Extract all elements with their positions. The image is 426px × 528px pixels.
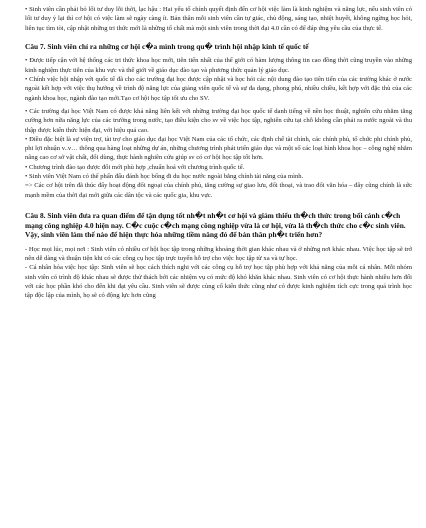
q8-point-1: - Học mọi lúc, mọi nơi : Sinh viên có nhiều cơ hội học tập trong những khoảng thời gian khác nhau và ở những nơi khác nhau. Việc học tập sẽ trở nên dễ dàng và thuận tiện khi có các công cụ học tập trực tuyến hỗ trợ cho việc học tập từ xa và tự học. <box>25 245 412 263</box>
q7-bullet-1: • Được tiếp cận với hệ thống các tri thức khoa học mới, tiên tiến nhất của thế giới có hàm lượng thông tin cao đồng thời cũng truyền vào những kinh nghiệm thực tiễn của khu vực và thế giới về giáo dục đào tạo và phương thức quản lý giáo dục. <box>25 57 412 74</box>
q8-point-2: - Cá nhân hóa việc học tập: Sinh viên sẽ học cách thích nghi với các công cụ hỗ trợ học tập phù hợp với khả năng của mỗi cá nhân. Mỗi nhóm sinh viên có trình độ khác nhau sẽ được thử thách bởi các nhiệm vụ có mức độ khó khăn khác nhau. Sinh viên có cơ hội thực hành nhiều hơn đối với các học phần khó cho đến khi đạt yêu cầu. Sinh viên sẽ được củng cố kiến thức cũng như có được kinh nghiệm tích cực trong quá trình học tập độc lập của mình, họ sẽ có động lực hơn cũng <box>25 264 412 300</box>
q7-bullet-2: • Chính việc hội nhập với quốc tế đã cho các trường đại học được cập nhật và học hỏi các nội dung đào tạo tiên tiến của các trường khác ở nước ngoài kết hợp với việc thụ hưởng về trình độ năng lực của giảng viên quốc tế và sự đa dạng, phong phú, nhiều chiều, kết hợp với đặc thù của các ngành khoa học, ngành đào tạo mới.Tạo cơ hội học tập tối ưu cho SV. <box>25 76 412 102</box>
q7-bullet-5: • Chương trình đào tạo được đổi mới phù hợp ,chuẩn hoá với chương trình quốc tế. <box>25 163 245 171</box>
q7-bullet-3: • Các trường đại học Việt Nam có được khả năng liên kết với những trường đại học quốc tế danh tiếng về nền học thuật, nghiên cứu nhằm tăng cường hơn nữa năng lực của các trường trong nước, tạo điều kiện cho sv về việc học tập, nghiên cứu tại chỗ không cần phải ra nước ngoài và thu thập được kiến thức hiện đại, với hiệu quả cao. <box>25 107 412 134</box>
question-8-heading: Câu 8. Sinh viên đưa ra quan điểm để tận dụng tốt nh�t nh�t cơ hội và giảm thiểu th�ch thức trong bối cảnh c�ch mạng công nghiệp 4.0 hiện nay. C�c cuộc c�ch mạng công nghiệp vừa là cơ hội, vừa là th�ch thức cho c�c sinh viên. Vậy, sinh viên làm thế nào để hiện thực hóa những tiềm năng đó để bản thân ph�t triển hơn? <box>25 210 406 240</box>
question-7-heading: Câu 7. Sinh viên chỉ ra những cơ hội c�a mình trong qu� trình hội nhập kinh tế quốc tế <box>25 41 309 51</box>
q7-conclusion: => Các cơ hội trên đã thúc đẩy hoạt động đổi ngoại của chính phủ, tăng cường sự giao lưu, đổi thoại, và trao đổi văn hóa – đây cũng chính là sức mạnh mềm của thời đại mới giữa các dân tộc và các quốc gia, khu vực. <box>25 182 412 199</box>
q7-bullet-4: • Điều đặc biệt là sự viện trợ, tài trợ cho giáo dục đại học Việt Nam của các tổ chức, các định chế tài chính, các chính phủ, tổ chức phi chính phủ, phi lợi nhuận v..v… thông qua hàng loạt những dự án, những chương trình phát triển giáo dục và một số các loại hình khoa học – công nghệ nhằm nâng cao cơ sở vật chất, đổi dùng, thực hành nghiên cứu giúp sv có cơ hội học tập tốt hơn. <box>25 135 412 162</box>
q7-bullet-6: • Sinh viên Việt Nam có thể phấn đấu đánh học bổng đi du học nước ngoài bằng chính tài năng của mình. <box>25 173 304 181</box>
intro-paragraph: • Sinh viên cần phải bỏ lối tư duy lỗi thời, lạc hậu : Hai yếu tố chính quyết định đến cơ hội việc làm là kinh nghiệm và năng lực, nếu sinh viên có lối tư duy ỷ lại thì cơ hội có việc làm sẽ ngày càng ít. Bản thân mỗi sinh viên cần tự giác, chủ động, sáng tạo, nhiệt huyết, không ngừng học hỏi, liên tục tìm tòi, cập nhật những tri thức mới là những tố chất mà một sinh viên trong thời đại 4.0 cần có để đáp ứng yêu cầu của thực tế. <box>25 6 412 32</box>
